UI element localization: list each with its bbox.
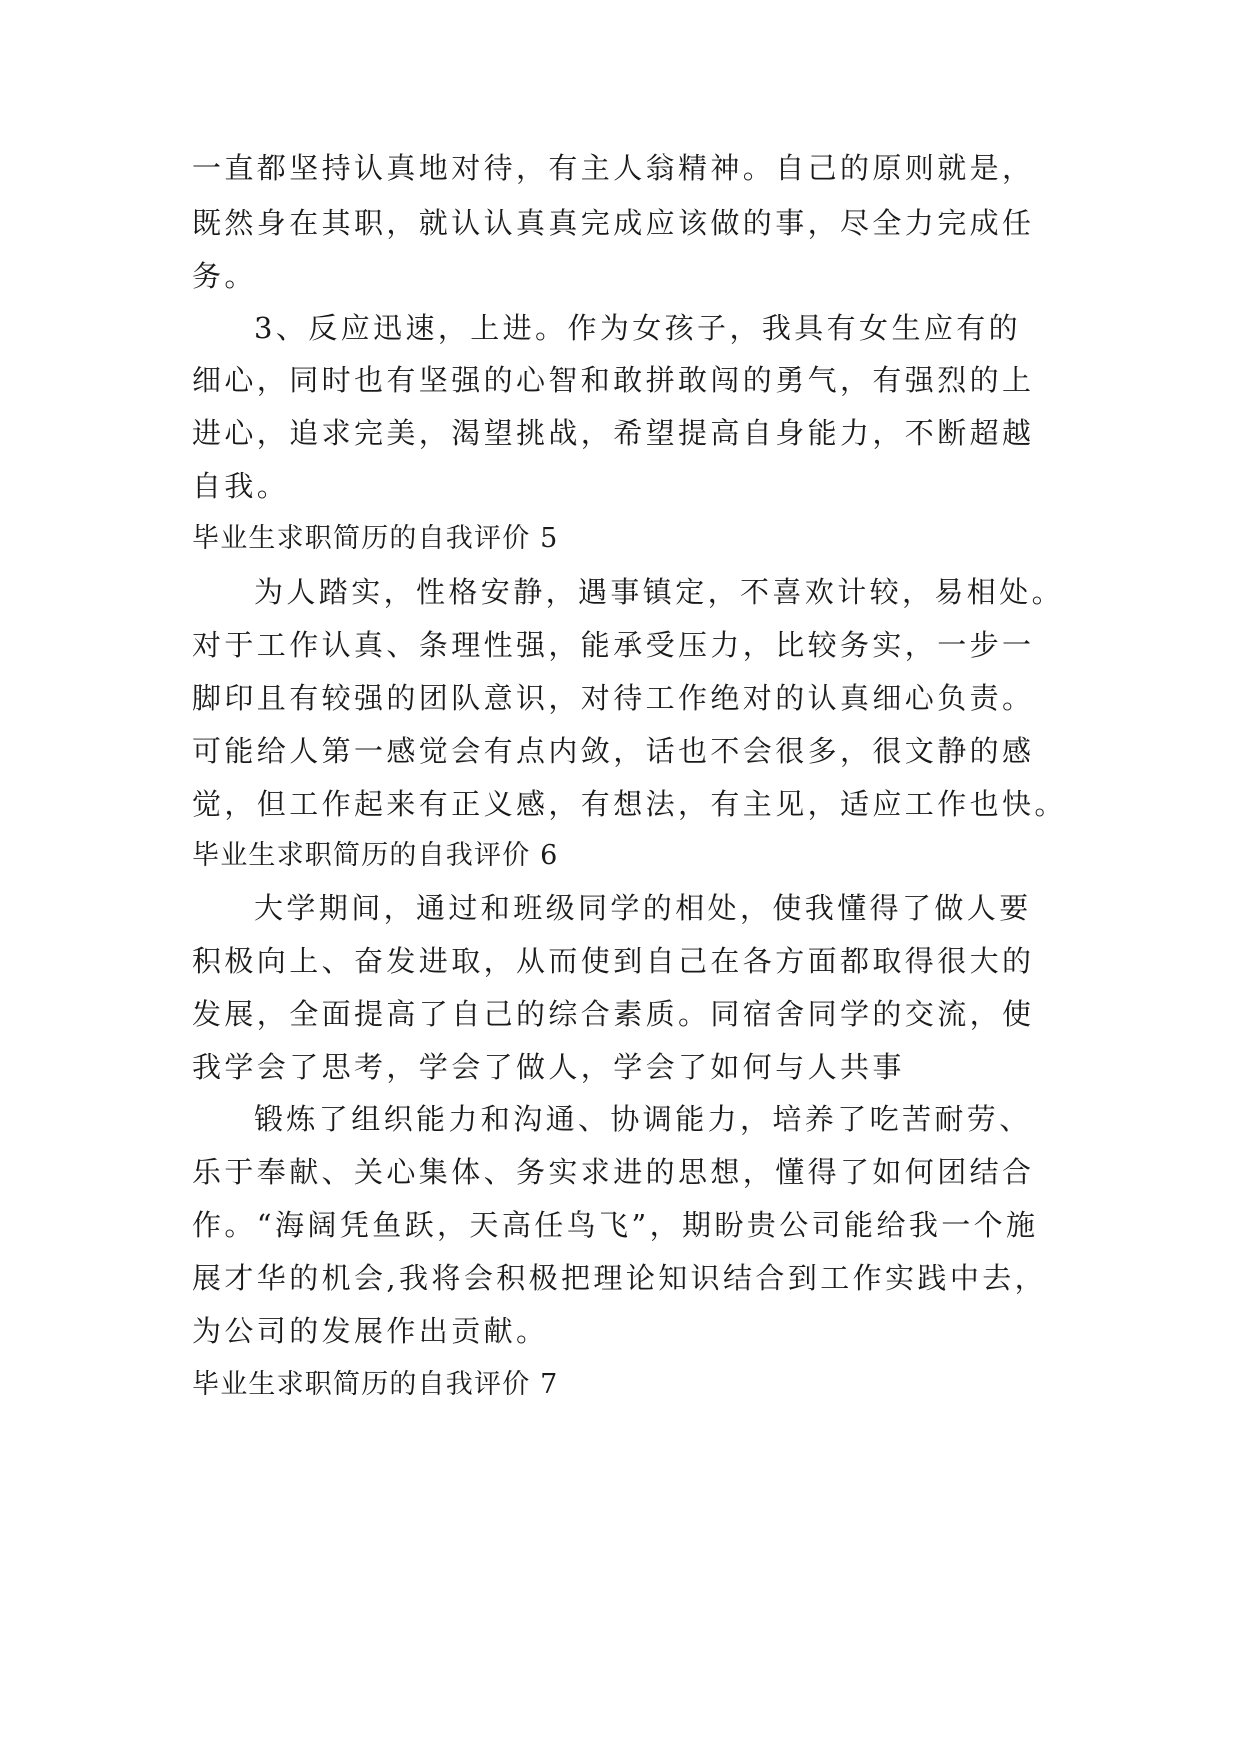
paragraph-line: 3、反应迅速，上进。作为女孩子，我具有女生应有的 (254, 311, 1022, 345)
paragraph-line: 一直都坚持认真地对待，有主人翁精神。自己的原则就是， (192, 151, 1035, 185)
paragraph-line: 对于工作认真、条理性强，能承受压力，比较务实，一步一 (192, 628, 1035, 662)
paragraph-line: 积极向上、奋发进取，从而使到自己在各方面都取得很大的 (192, 944, 1035, 978)
paragraph-line: 既然身在其职，就认认真真完成应该做的事，尽全力完成任 (192, 206, 1035, 240)
paragraph-line: 乐于奉献、关心集体、务实求进的思想，懂得了如何团结合 (192, 1155, 1035, 1189)
paragraph-line: 为公司的发展作出贡献。 (192, 1314, 549, 1348)
paragraph-line: 进心，追求完美，渴望挑战，希望提高自身能力，不断超越 (192, 416, 1035, 450)
paragraph-line: 锻炼了组织能力和沟通、协调能力，培养了吃苦耐劳、 (254, 1102, 1032, 1136)
section-heading: 毕业生求职简历的自我评价 7 (192, 1369, 559, 1400)
paragraph-line: 可能给人第一感觉会有点内敛，话也不会很多，很文静的感 (192, 734, 1035, 768)
paragraph-line: 作。“海阔凭鱼跃，天高任鸟飞”，期盼贵公司能给我一个施 (192, 1208, 1039, 1242)
paragraph-line: 务。 (192, 259, 257, 293)
paragraph-line: 脚印且有较强的团队意识，对待工作绝对的认真细心负责。 (192, 681, 1035, 715)
paragraph-line: 细心，同时也有坚强的心智和敢拼敢闯的勇气，有强烈的上 (192, 363, 1035, 397)
paragraph-line: 我学会了思考，学会了做人，学会了如何与人共事 (192, 1050, 905, 1084)
section-heading: 毕业生求职简历的自我评价 6 (192, 840, 559, 871)
paragraph-line: 自我。 (192, 469, 290, 503)
paragraph-line: 为人踏实，性格安静，遇事镇定，不喜欢计较，易相处。 (254, 575, 1065, 609)
paragraph-line: 大学期间，通过和班级同学的相处，使我懂得了做人要 (254, 891, 1032, 925)
section-heading: 毕业生求职简历的自我评价 5 (192, 523, 559, 554)
paragraph-line: 展才华的机会,我将会积极把理论知识结合到工作实践中去， (192, 1261, 1048, 1295)
paragraph-line: 发展，全面提高了自己的综合素质。同宿舍同学的交流，使 (192, 997, 1035, 1031)
paragraph-line: 觉，但工作起来有正义感，有想法，有主见，适应工作也快。 (192, 787, 1067, 821)
